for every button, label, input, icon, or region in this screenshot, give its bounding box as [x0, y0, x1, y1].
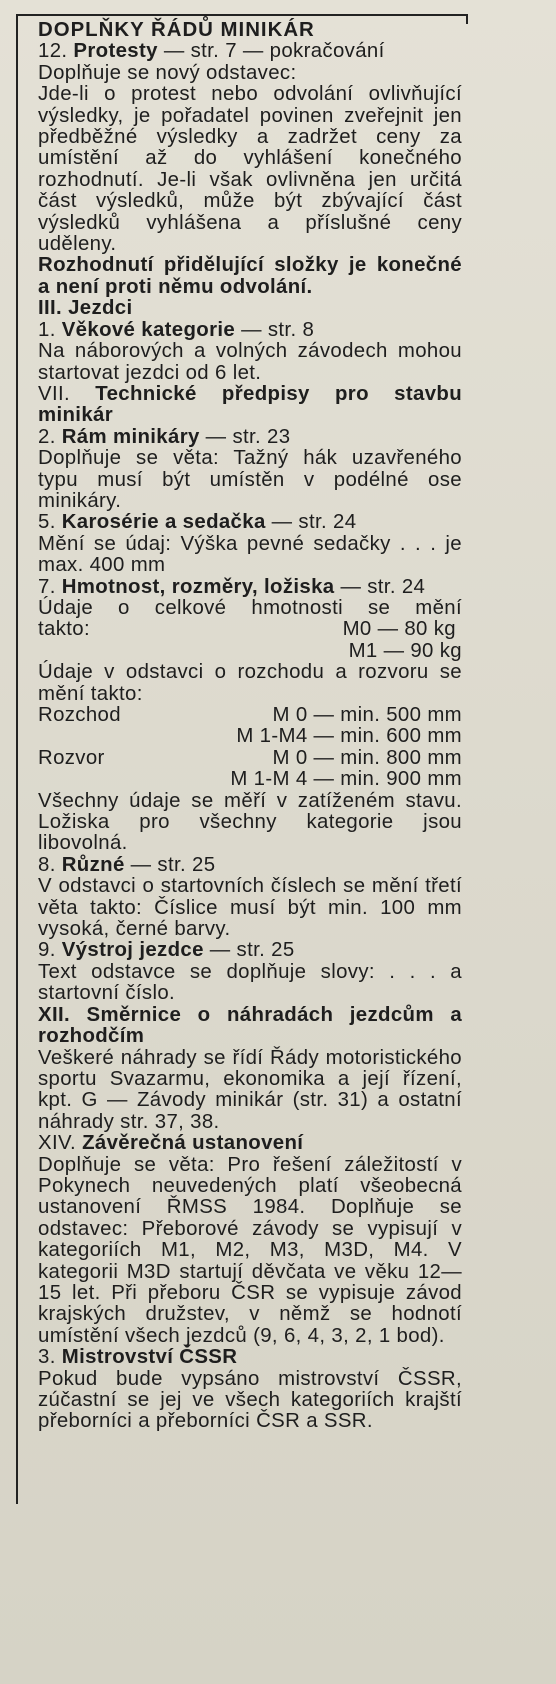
- section-7-8-body: V odstavci o startovních číslech se mění třetí věta takto: Číslice musí být min. 100 mm vysoká, černé barvy.: [38, 875, 462, 941]
- section-7-7-body-1: Údaje o celkové hmotnosti se mění: [38, 596, 462, 619]
- article-column: [38, 20, 462, 1433]
- track-row-m1: M 1-M4 — min. 600 mm: [236, 725, 462, 748]
- frame-corner-tick: [466, 14, 468, 24]
- section-14-3-heading: 3. Mistrovství ČSSR: [38, 1346, 238, 1369]
- section-7-9-body: Text odstavce se doplňuje slovy: . . . a startovní číslo.: [38, 960, 462, 1005]
- section-3-1-heading: 1. Věkové kategorie — str. 8: [38, 318, 315, 341]
- section-7-9-heading: 9. Výstroj jezdce — str. 25: [38, 939, 295, 962]
- frame-left-rule: [16, 14, 18, 1504]
- section-12-intro: Doplňuje se nový odstavec:: [38, 61, 297, 84]
- section-14-heading: XIV. Závěrečná ustanovení: [38, 1132, 304, 1155]
- section-7-8-heading: 8. Různé — str. 25: [38, 853, 216, 876]
- section-3-heading: III. Jezdci: [38, 297, 133, 320]
- section-7-heading: VII. Technické předpisy pro stavbu minikár: [38, 382, 462, 427]
- section-12-heading: 12. Protesty — str. 7 — pokračování: [38, 40, 385, 63]
- section-12-body: Jde-li o protest nebo odvolání ovlivňující výsledky, je pořadatel povinen zveřejnit jen předběžné výsledky a zadržet ceny za umístění až do vyhlášení konečného rozhodnutí. Je-li však ovlivněna jen určitá část výsledků, může být zbývající část výsledků vyhlášena a příslušné ceny uděleny.: [38, 83, 462, 256]
- track-row-m0: Rozchod M 0 — min. 500 mm: [38, 704, 462, 726]
- section-14-3-body: Pokud bude vypsáno mistrovství ČSSR, zúčastní se jej ve všech kategoriích krajští přeborníci a přeborníci ČSR a SSR.: [38, 1367, 462, 1433]
- section-7-2-body: Doplňuje se věta: Tažný hák uzavřeného typu musí být umístěn v podélné ose minikáry.: [38, 447, 462, 512]
- wheelbase-row-m0: Rozvor M 0 — min. 800 mm: [38, 746, 462, 769]
- section-7-5-heading: 5. Karosérie a sedačka — str. 24: [38, 511, 357, 534]
- wheelbase-row-m1: M 1-M 4 — min. 900 mm: [230, 768, 462, 791]
- section-7-7-body-2: Údaje v odstavci o rozchodu a rozvoru se mění takto:: [38, 661, 462, 705]
- frame-top-rule: [16, 14, 466, 16]
- weight-row-m0: takto: M0 — 80 kg: [38, 618, 456, 641]
- section-7-5-body: Mění se údaj: Výška pevné sedačky . . . je max. 400 mm: [38, 532, 462, 577]
- section-12b-heading: XII. Směrnice o náhradách jezdcům a rozhodčím: [38, 1003, 463, 1048]
- section-7-7-heading: 7. Hmotnost, rozměry, ložiska — str. 24: [38, 575, 426, 598]
- section-14-body: Doplňuje se věta: Pro řešení záležitostí v Pokynech neuvedených platí všeobecná ustanovení ŘMSS 1984. Doplňuje se odstavec: Přeborové závody se vypisují v kategoriích M1, M2, M3, M3D, M4. V kategorii M3D startují děvčata ve věku 12—15 let. Při přeboru ČSR se vypisuje závod krajských družstev, v němž se hodnotí umístění všech jezdců (9, 6, 4, 3, 2, 1 bod).: [38, 1153, 462, 1347]
- article-title: DOPLŇKY ŘÁDŮ MINIKÁR: [38, 19, 315, 41]
- section-3-1-body: Na náborových a volných závodech mohou startovat jezdci od 6 let.: [38, 340, 462, 384]
- section-12b-body: Veškeré náhrady se řídí Řády motoristického sportu Svazarmu, ekonomika a její řízení, kpt. G — Závody minikár (str. 31) a ostatní náhrady str. 37, 38.: [38, 1046, 462, 1133]
- section-12-bold-note: Rozhodnutí přidělující složky je konečné a není proti němu odvolání.: [38, 254, 462, 298]
- weight-row-m1: M1 — 90 kg: [348, 639, 462, 662]
- section-7-7-body-3: Všechny údaje se měří v zatíženém stavu. Ložiska pro všechny kategorie jsou libovolná.: [38, 789, 462, 855]
- section-7-2-heading: 2. Rám minikáry — str. 23: [38, 425, 291, 448]
